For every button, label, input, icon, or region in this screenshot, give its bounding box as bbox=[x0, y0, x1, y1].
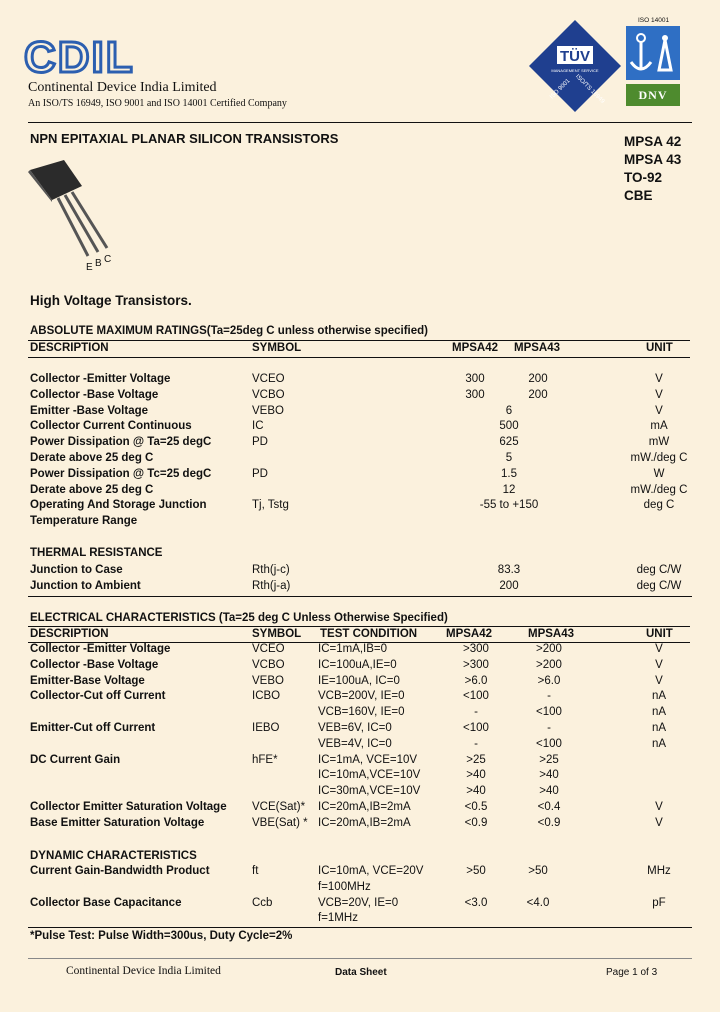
table-row bbox=[0, 515, 720, 531]
table-row bbox=[0, 897, 720, 913]
row-mpsa42: <0.5 bbox=[464, 801, 488, 813]
table-row bbox=[0, 912, 720, 928]
row-test-condition: VEB=6V, IC=0 bbox=[318, 722, 392, 734]
row-mpsa42: >300 bbox=[463, 658, 489, 671]
svg-text:TÜV: TÜV bbox=[560, 48, 590, 65]
row-mpsa43: >200 bbox=[536, 643, 562, 655]
row-mpsa42: >300 bbox=[463, 643, 489, 655]
row-symbol: Rth(j-c) bbox=[252, 564, 290, 576]
row-test-condition: IC=100uA,IE=0 bbox=[318, 658, 397, 671]
row-mpsa42: <0.9 bbox=[464, 816, 488, 829]
row-mpsa43: <0.4 bbox=[537, 801, 561, 813]
row-value: 6 bbox=[505, 404, 513, 417]
table-row bbox=[0, 484, 720, 500]
row-mpsa43: <4.0 bbox=[526, 896, 550, 909]
svg-text:CDIL: CDIL bbox=[24, 33, 135, 80]
row-symbol: IC bbox=[252, 420, 264, 433]
row-description: Power Dissipation @ Tc=25 degC bbox=[30, 467, 212, 480]
row-description: Collector -Emitter Voltage bbox=[30, 373, 171, 385]
table-row bbox=[0, 738, 720, 754]
row-unit: deg C/W bbox=[636, 564, 682, 576]
header-symbol: SYMBOL bbox=[252, 628, 302, 640]
table-row bbox=[0, 373, 720, 389]
abs-max-rule-bottom bbox=[28, 357, 690, 358]
row-test-condition: IC=10mA, VCE=20V bbox=[318, 865, 424, 877]
row-description: Operating And Storage Junction bbox=[30, 499, 207, 512]
row-mpsa42: >25 bbox=[466, 753, 486, 766]
row-unit: nA bbox=[651, 706, 667, 719]
elec-title: ELECTRICAL CHARACTERISTICS (Ta=25 deg C Unless Otherwise Specified) bbox=[30, 612, 448, 624]
table-row bbox=[0, 659, 720, 675]
row-unit: V bbox=[655, 388, 663, 401]
table-row bbox=[0, 865, 720, 881]
row-unit: V bbox=[655, 801, 663, 813]
row-description: Emitter-Base Voltage bbox=[30, 674, 145, 687]
header-mpsa43: MPSA43 bbox=[514, 342, 561, 354]
table-row bbox=[0, 690, 720, 706]
package-type: TO-92 bbox=[624, 170, 663, 185]
abs-max-header bbox=[0, 342, 720, 358]
row-mpsa42: >6.0 bbox=[464, 674, 488, 687]
cdil-logo bbox=[22, 30, 152, 80]
row-symbol: VEBO bbox=[252, 404, 284, 417]
row-description: Current Gain-Bandwidth Product bbox=[30, 865, 210, 877]
row-mpsa42: - bbox=[474, 706, 478, 719]
thermal-title: THERMAL RESISTANCE bbox=[30, 547, 163, 559]
footer-page-number: Page 1 of 3 bbox=[606, 967, 658, 978]
row-unit: MHz bbox=[647, 865, 671, 877]
row-description: Derate above 25 deg C bbox=[30, 452, 154, 464]
row-value: 83.3 bbox=[497, 564, 521, 576]
row-test-condition: IC=20mA,IB=2mA bbox=[318, 816, 411, 829]
table-row bbox=[0, 580, 720, 596]
header-unit: UNIT bbox=[646, 628, 673, 640]
row-mpsa43: >50 bbox=[528, 865, 548, 877]
row-description: Power Dissipation @ Ta=25 degC bbox=[30, 436, 212, 449]
row-unit: V bbox=[655, 816, 663, 829]
row-symbol: Ccb bbox=[252, 896, 273, 909]
table-row bbox=[0, 675, 720, 691]
header-test-condition: TEST CONDITION bbox=[320, 628, 418, 640]
row-value: 5 bbox=[505, 452, 513, 464]
row-mpsa43: >200 bbox=[536, 658, 562, 671]
part-numbers bbox=[624, 133, 681, 205]
header-description: DESCRIPTION bbox=[30, 342, 109, 354]
row-mpsa43: <0.9 bbox=[537, 816, 561, 829]
row-symbol: ICBO bbox=[252, 690, 281, 703]
svg-text:C: C bbox=[104, 254, 112, 265]
row-mpsa42: 300 bbox=[465, 373, 485, 385]
row-mpsa42: <100 bbox=[463, 690, 489, 703]
row-description: DC Current Gain bbox=[30, 753, 121, 766]
to92-transistor-drawing bbox=[22, 156, 122, 274]
row-mpsa43: <100 bbox=[536, 737, 562, 750]
certification-line: An ISO/TS 16949, ISO 9001 and ISO 14001 Certified Company bbox=[28, 98, 287, 109]
table-row bbox=[0, 436, 720, 452]
row-unit: mA bbox=[650, 420, 668, 433]
row-test-condition: IC=30mA,VCE=10V bbox=[318, 785, 421, 798]
table-row bbox=[0, 801, 720, 817]
row-value: 500 bbox=[499, 420, 519, 433]
row-symbol: PD bbox=[252, 436, 268, 449]
pin-order: CBE bbox=[624, 188, 653, 203]
row-test-condition: IE=100uA, IC=0 bbox=[318, 674, 400, 687]
row-description: Collector Current Continuous bbox=[30, 420, 192, 433]
table-row bbox=[0, 817, 720, 833]
table-row bbox=[0, 420, 720, 436]
row-unit: W bbox=[653, 467, 665, 480]
table-row bbox=[0, 564, 720, 580]
row-mpsa43: >40 bbox=[539, 785, 559, 798]
row-unit: nA bbox=[651, 690, 667, 703]
row-description: Collector Base Capacitance bbox=[30, 896, 182, 909]
row-unit: V bbox=[655, 643, 663, 655]
table-row bbox=[0, 706, 720, 722]
row-mpsa43: >40 bbox=[539, 769, 559, 782]
row-mpsa43: - bbox=[547, 722, 551, 734]
abs-max-rule-top bbox=[28, 340, 690, 341]
row-test-condition: IC=20mA,IB=2mA bbox=[318, 801, 411, 813]
row-value: 1.5 bbox=[501, 467, 517, 480]
row-description: Collector -Base Voltage bbox=[30, 658, 159, 671]
row-mpsa42: >50 bbox=[466, 865, 486, 877]
row-mpsa43: <100 bbox=[536, 706, 562, 719]
header-mpsa42: MPSA42 bbox=[446, 628, 493, 640]
tuv-certification-seal bbox=[527, 18, 623, 114]
row-unit: pF bbox=[652, 896, 666, 909]
row-symbol: PD bbox=[252, 467, 268, 480]
row-symbol: Tj, Tstg bbox=[252, 499, 289, 512]
row-mpsa42: >40 bbox=[466, 785, 486, 798]
row-mpsa43: >6.0 bbox=[537, 674, 561, 687]
document-title: NPN EPITAXIAL PLANAR SILICON TRANSISTORS bbox=[30, 131, 339, 146]
row-value: 12 bbox=[502, 483, 516, 496]
row-mpsa43: 200 bbox=[528, 388, 548, 401]
row-description: Junction to Case bbox=[30, 564, 123, 576]
table-row bbox=[0, 754, 720, 770]
row-symbol: VCBO bbox=[252, 388, 285, 401]
row-symbol: VCEO bbox=[252, 643, 285, 655]
row-test-condition: f=1MHz bbox=[318, 912, 358, 925]
dynamic-rule bbox=[28, 927, 692, 928]
part-number: MPSA 43 bbox=[624, 152, 682, 167]
row-description: Base Emitter Saturation Voltage bbox=[30, 816, 205, 829]
header-mpsa42: MPSA42 bbox=[452, 342, 499, 354]
row-test-condition: IC=1mA, VCE=10V bbox=[318, 753, 418, 766]
row-mpsa42: <3.0 bbox=[464, 896, 488, 909]
row-description: Collector Emitter Saturation Voltage bbox=[30, 801, 227, 813]
part-number: MPSA 42 bbox=[624, 134, 682, 149]
table-row bbox=[0, 769, 720, 785]
row-unit: V bbox=[655, 674, 663, 687]
row-description: Collector -Base Voltage bbox=[30, 388, 159, 401]
elec-rule-top bbox=[28, 626, 690, 627]
row-test-condition: IC=1mA,IB=0 bbox=[318, 643, 388, 655]
row-value: 625 bbox=[499, 436, 519, 449]
table-row bbox=[0, 499, 720, 515]
anchor-icon bbox=[626, 26, 680, 80]
table-row bbox=[0, 785, 720, 801]
row-unit: V bbox=[655, 373, 663, 385]
row-symbol: VCEO bbox=[252, 373, 285, 385]
svg-text:E: E bbox=[86, 262, 93, 273]
header-symbol: SYMBOL bbox=[252, 342, 302, 354]
footer-rule bbox=[28, 958, 692, 959]
row-symbol: VEBO bbox=[252, 674, 284, 687]
row-symbol: VCE(Sat)* bbox=[252, 801, 306, 813]
subtitle: High Voltage Transistors. bbox=[30, 293, 192, 308]
header-description: DESCRIPTION bbox=[30, 628, 109, 640]
table-row bbox=[0, 389, 720, 405]
row-unit: deg C/W bbox=[636, 579, 682, 592]
row-unit: V bbox=[655, 658, 663, 671]
row-symbol: Rth(j-a) bbox=[252, 579, 291, 592]
table-row bbox=[0, 722, 720, 738]
abs-max-title: ABSOLUTE MAXIMUM RATINGS(Ta=25deg C unless otherwise specified) bbox=[30, 325, 428, 337]
svg-text:ISO 9001: ISO 9001 bbox=[549, 78, 572, 101]
row-symbol: hFE* bbox=[252, 753, 278, 766]
row-test-condition: VCB=20V, IE=0 bbox=[318, 896, 399, 909]
iso14001-label: ISO 14001 bbox=[638, 17, 670, 24]
row-description: Emitter -Base Voltage bbox=[30, 404, 149, 417]
dynamic-title: DYNAMIC CHARACTERISTICS bbox=[30, 850, 197, 862]
row-test-condition: IC=10mA,VCE=10V bbox=[318, 769, 421, 782]
row-description: Emitter-Cut off Current bbox=[30, 722, 156, 734]
svg-text:B: B bbox=[95, 258, 102, 269]
row-value: 200 bbox=[499, 579, 519, 592]
row-symbol: IEBO bbox=[252, 722, 280, 734]
footer-company: Continental Device India Limited bbox=[66, 965, 221, 977]
row-symbol: VBE(Sat) * bbox=[252, 816, 308, 829]
row-description: Junction to Ambient bbox=[30, 579, 141, 592]
footer-data-sheet: Data Sheet bbox=[335, 967, 387, 978]
row-test-condition: VCB=160V, IE=0 bbox=[318, 706, 405, 719]
row-test-condition: VCB=200V, IE=0 bbox=[318, 690, 405, 703]
header-divider bbox=[28, 122, 692, 123]
svg-text:ISO/TS 16949: ISO/TS 16949 bbox=[574, 73, 606, 105]
row-description: Collector -Emitter Voltage bbox=[30, 643, 171, 655]
row-unit: deg C bbox=[643, 499, 675, 512]
row-test-condition: f=100MHz bbox=[318, 880, 371, 893]
row-unit: nA bbox=[651, 737, 667, 750]
row-mpsa42: >40 bbox=[466, 769, 486, 782]
header-unit: UNIT bbox=[646, 342, 673, 354]
row-symbol: VCBO bbox=[252, 658, 285, 671]
row-mpsa42: <100 bbox=[463, 722, 489, 734]
row-mpsa42: - bbox=[474, 737, 478, 750]
row-test-condition: VEB=4V, IC=0 bbox=[318, 737, 392, 750]
row-unit: V bbox=[655, 404, 663, 417]
row-unit: mW./deg C bbox=[630, 483, 688, 496]
header-mpsa43: MPSA43 bbox=[528, 628, 575, 640]
thermal-rule bbox=[28, 596, 692, 597]
table-row bbox=[0, 881, 720, 897]
table-row bbox=[0, 643, 720, 659]
row-symbol: ft bbox=[252, 865, 259, 877]
row-mpsa43: 200 bbox=[528, 373, 548, 385]
pulse-test-note: *Pulse Test: Pulse Width=300us, Duty Cycle=2% bbox=[30, 930, 293, 942]
row-unit: mW bbox=[648, 436, 670, 449]
row-unit: mW./deg C bbox=[630, 452, 688, 464]
row-unit: nA bbox=[651, 722, 667, 734]
row-description: Collector-Cut off Current bbox=[30, 690, 166, 703]
row-description: Temperature Range bbox=[30, 515, 138, 528]
dnv-logo: DNV bbox=[626, 84, 680, 106]
row-mpsa43: - bbox=[547, 690, 551, 703]
row-mpsa42: 300 bbox=[465, 388, 485, 401]
table-row bbox=[0, 452, 720, 468]
svg-text:MANAGEMENT SERVICE: MANAGEMENT SERVICE bbox=[551, 68, 599, 73]
table-row bbox=[0, 468, 720, 484]
row-description: Derate above 25 deg C bbox=[30, 483, 154, 496]
row-mpsa43: >25 bbox=[539, 753, 559, 766]
row-value: -55 to +150 bbox=[479, 499, 539, 512]
table-row bbox=[0, 405, 720, 421]
company-name: Continental Device India Limited bbox=[28, 80, 217, 95]
